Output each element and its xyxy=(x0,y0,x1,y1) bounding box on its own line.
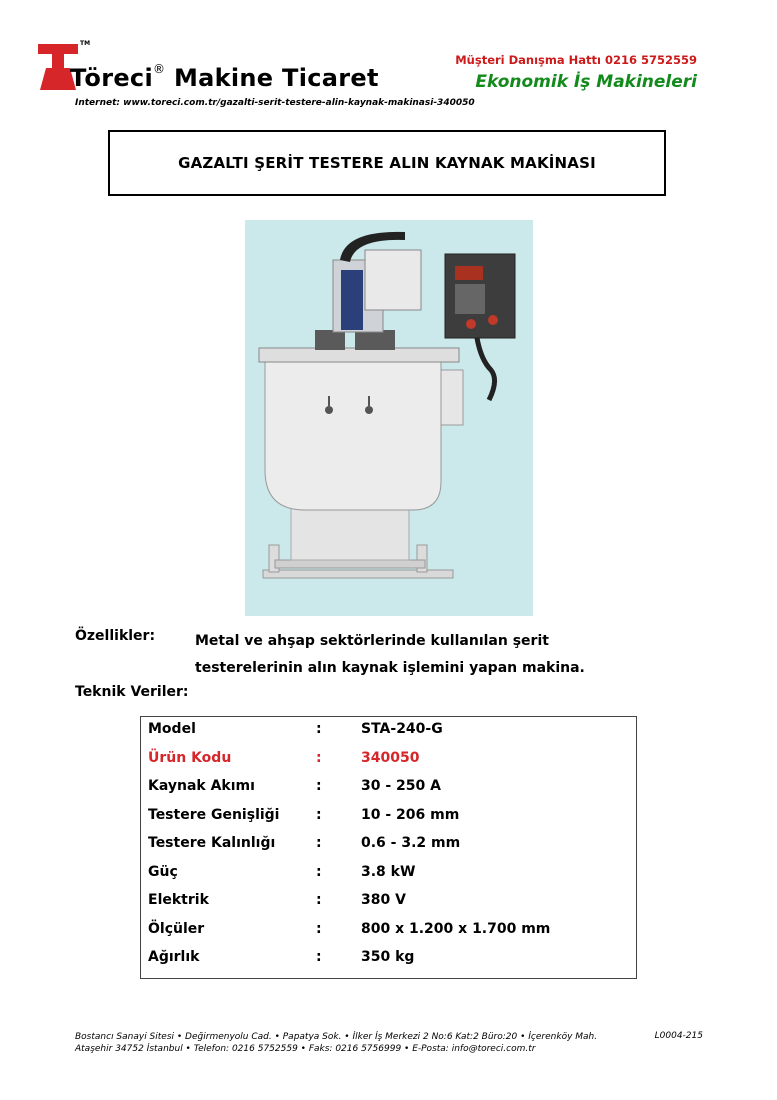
spec-row-weight xyxy=(141,949,636,977)
spec-key: Ürün Kodu xyxy=(148,750,232,766)
spec-row-saw-width xyxy=(141,807,636,835)
customer-hotline: Müşteri Danışma Hattı 0216 5752559 xyxy=(455,53,697,67)
spec-value: 340050 xyxy=(361,750,420,766)
document-id: L0004-215 xyxy=(654,1031,703,1041)
spec-key: Güç xyxy=(148,864,178,880)
spec-sep: : xyxy=(316,864,322,880)
tech-data-label: Teknik Veriler: xyxy=(75,684,189,700)
spec-key: Ağırlık xyxy=(148,949,200,965)
spec-row-product-code xyxy=(141,750,636,778)
spec-row-dimensions xyxy=(141,921,636,949)
spec-value: 30 - 250 A xyxy=(361,778,441,794)
product-title: GAZALTI ŞERİT TESTERE ALIN KAYNAK MAKİNASI xyxy=(178,154,596,172)
features-line-2: testerelerinin alın kaynak işlemini yapan makina. xyxy=(195,660,585,676)
spec-key: Testere Genişliği xyxy=(148,807,280,823)
spec-value: 0.6 - 3.2 mm xyxy=(361,835,461,851)
spec-key: Ölçüler xyxy=(148,921,205,937)
product-url: Internet: www.toreci.com.tr/gazalti-serit-testere-alin-kaynak-makinasi-340050 xyxy=(75,98,475,108)
spec-sep: : xyxy=(316,892,322,908)
machine-photo xyxy=(245,220,533,616)
spec-key: Kaynak Akımı xyxy=(148,778,255,794)
spec-sep: : xyxy=(316,721,322,737)
brand-name xyxy=(70,64,379,92)
spec-key: Testere Kalınlığı xyxy=(148,835,276,851)
spec-sep: : xyxy=(316,921,322,937)
spec-row-model xyxy=(141,721,636,749)
spec-value: 3.8 kW xyxy=(361,864,416,880)
spec-row-welding-current xyxy=(141,778,636,806)
spec-value: 10 - 206 mm xyxy=(361,807,460,823)
spec-key: Elektrik xyxy=(148,892,209,908)
trademark-mark: TM xyxy=(80,40,91,47)
footer-line-2: Ataşehir 34752 İstanbul • Telefon: 0216 5752559 • Faks: 0216 5756999 • E-Posta: info@toreci.com.tr xyxy=(75,1044,536,1054)
spec-sep: : xyxy=(316,778,322,794)
spec-sep: : xyxy=(316,750,322,766)
footer-line-1: Bostancı Sanayi Sitesi • Değirmenyolu Cad. • Papatya Sok. • İlker İş Merkezi 2 No:6 Kat:2 Büro:20 • İçerenköy Mah. xyxy=(75,1032,598,1042)
spec-table xyxy=(140,716,637,979)
spec-sep: : xyxy=(316,835,322,851)
spec-sep: : xyxy=(316,807,322,823)
registered-mark: ® xyxy=(152,62,166,76)
spec-value: 380 V xyxy=(361,892,406,908)
product-title-box xyxy=(108,130,666,196)
spec-sep: : xyxy=(316,949,322,965)
spec-row-power xyxy=(141,864,636,892)
features-text xyxy=(195,628,665,682)
features-label: Özellikler: xyxy=(75,628,156,644)
company-slogan: Ekonomik İş Makineleri xyxy=(475,72,697,92)
spec-row-saw-thickness xyxy=(141,835,636,863)
spec-value: 350 kg xyxy=(361,949,415,965)
spec-value: STA-240-G xyxy=(361,721,443,737)
footer-address xyxy=(75,1031,597,1055)
spec-row-electric xyxy=(141,892,636,920)
brand-name-text: Töreci xyxy=(70,64,153,92)
spec-value: 800 x 1.200 x 1.700 mm xyxy=(361,921,551,937)
features-line-1: Metal ve ahşap sektörlerinde kullanılan şerit xyxy=(195,633,549,649)
brand-suffix: Makine Ticaret xyxy=(173,64,379,92)
spec-key: Model xyxy=(148,721,196,737)
